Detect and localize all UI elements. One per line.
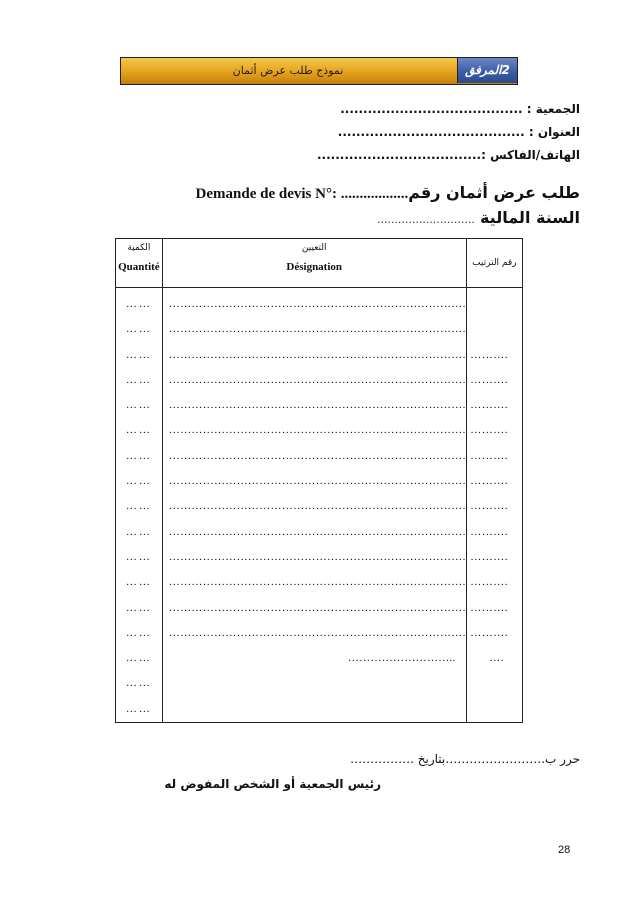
title-banner [120, 57, 518, 85]
designation-line[interactable]: ……………………………………………………………………. [168, 449, 466, 462]
annex-tab [457, 58, 517, 83]
rank-line[interactable]: ………. [470, 525, 508, 538]
rank-line[interactable]: ………. [470, 373, 508, 386]
designation-line[interactable]: ……………………………………………………………………. [168, 475, 466, 488]
table-body-row [116, 288, 523, 723]
rank-line[interactable]: ………. [470, 424, 508, 437]
designation-line[interactable]: ……………………….. [347, 652, 456, 665]
header-quantity [116, 239, 163, 288]
quantity-line[interactable]: …… [125, 399, 152, 412]
designation-line[interactable]: ……………………………………………………………………. [168, 626, 466, 639]
header-quantity-ar: الكمية [127, 243, 151, 253]
rank-line[interactable]: ………. [470, 550, 508, 563]
table-header-row [116, 239, 523, 288]
quantity-line[interactable]: …… [125, 449, 152, 462]
designation-line[interactable]: ……………………………………………………………………. [168, 399, 466, 412]
rank-line[interactable]: ………. [470, 348, 508, 361]
items-table [115, 238, 523, 723]
designation-line[interactable]: ……………………………………………………………………. [168, 601, 466, 614]
address-field: العنوان : ......................................... [337, 125, 580, 139]
page-number: 28 [558, 844, 571, 856]
designation-line[interactable]: ……………………………………………………………………. [168, 323, 466, 336]
banner-title: نموذج طلب عرض أثمان [232, 64, 344, 77]
rank-line[interactable]: ………. [470, 500, 508, 513]
title-french: Demande de devis N°: .................. [195, 186, 409, 202]
designation-line[interactable]: ……………………………………………………………………. [168, 348, 466, 361]
rank-line[interactable]: …. [489, 652, 504, 665]
designation-line[interactable]: ……………………………………………………………………. [168, 576, 466, 589]
association-field: الجمعية : ........................................ [340, 102, 580, 116]
quantity-line[interactable]: …… [125, 373, 152, 386]
quote-request-title [196, 183, 580, 203]
header-quantity-fr: Quantité [118, 261, 160, 273]
designation-line[interactable]: ……………………………………………………………………. [168, 424, 466, 437]
signed-at-line: حرر ب.……………………بتاريخ .…………… [350, 752, 580, 766]
rank-line[interactable]: ………. [470, 576, 508, 589]
quantity-column [116, 288, 163, 723]
designation-line[interactable]: ……………………………………………………………………. [168, 550, 466, 563]
header-designation-fr: Désignation [286, 261, 343, 273]
quantity-line[interactable]: …… [125, 475, 152, 488]
fiscal-year [377, 208, 580, 227]
rank-line[interactable]: ………. [470, 399, 508, 412]
quantity-line[interactable]: …… [125, 626, 152, 639]
quantity-line[interactable]: …… [125, 576, 152, 589]
header-rank [466, 239, 522, 288]
quantity-line[interactable]: …… [125, 652, 152, 665]
quantity-line[interactable]: …… [125, 298, 152, 310]
quantity-line[interactable]: …… [125, 348, 152, 361]
quantity-line[interactable]: …… [125, 550, 152, 563]
quantity-line[interactable]: …… [125, 525, 152, 538]
rank-line[interactable]: ………. [470, 626, 508, 639]
designation-line[interactable]: ……………………………………………………………………. [168, 298, 466, 310]
designation-line[interactable]: ……………………………………………………………………. [168, 525, 466, 538]
title-arabic: طلب عرض أثمان رقم [408, 183, 580, 202]
quantity-line[interactable]: …… [125, 500, 152, 513]
quantity-line[interactable]: …… [125, 424, 152, 437]
fiscal-year-value: ............................ [376, 213, 475, 226]
phone-fax-field: الهاتف/الفاكس :.................................... [316, 148, 580, 162]
quantity-line[interactable]: …… [125, 677, 152, 690]
header-designation [162, 239, 466, 288]
header-designation-ar: التعيين [301, 243, 327, 253]
fiscal-year-label: السنة المالية [479, 208, 580, 227]
rank-line[interactable]: ………. [470, 449, 508, 462]
rank-column [466, 288, 522, 723]
designation-column [162, 288, 466, 723]
designation-line[interactable]: ……………………………………………………………………. [168, 373, 466, 386]
header-rank-ar: رقم الترتيب [472, 258, 517, 268]
quantity-line[interactable]: …… [125, 702, 152, 715]
quantity-line[interactable]: …… [125, 323, 152, 336]
rank-line[interactable]: ………. [470, 601, 508, 614]
annex-label: 2المرفق [465, 63, 510, 77]
designation-line[interactable]: ……………………………………………………………………. [168, 500, 466, 513]
signatory-line: رئيس الجمعية أو الشخص المفوض له [164, 777, 381, 791]
quantity-line[interactable]: …… [125, 601, 152, 614]
rank-line[interactable]: ………. [470, 475, 508, 488]
